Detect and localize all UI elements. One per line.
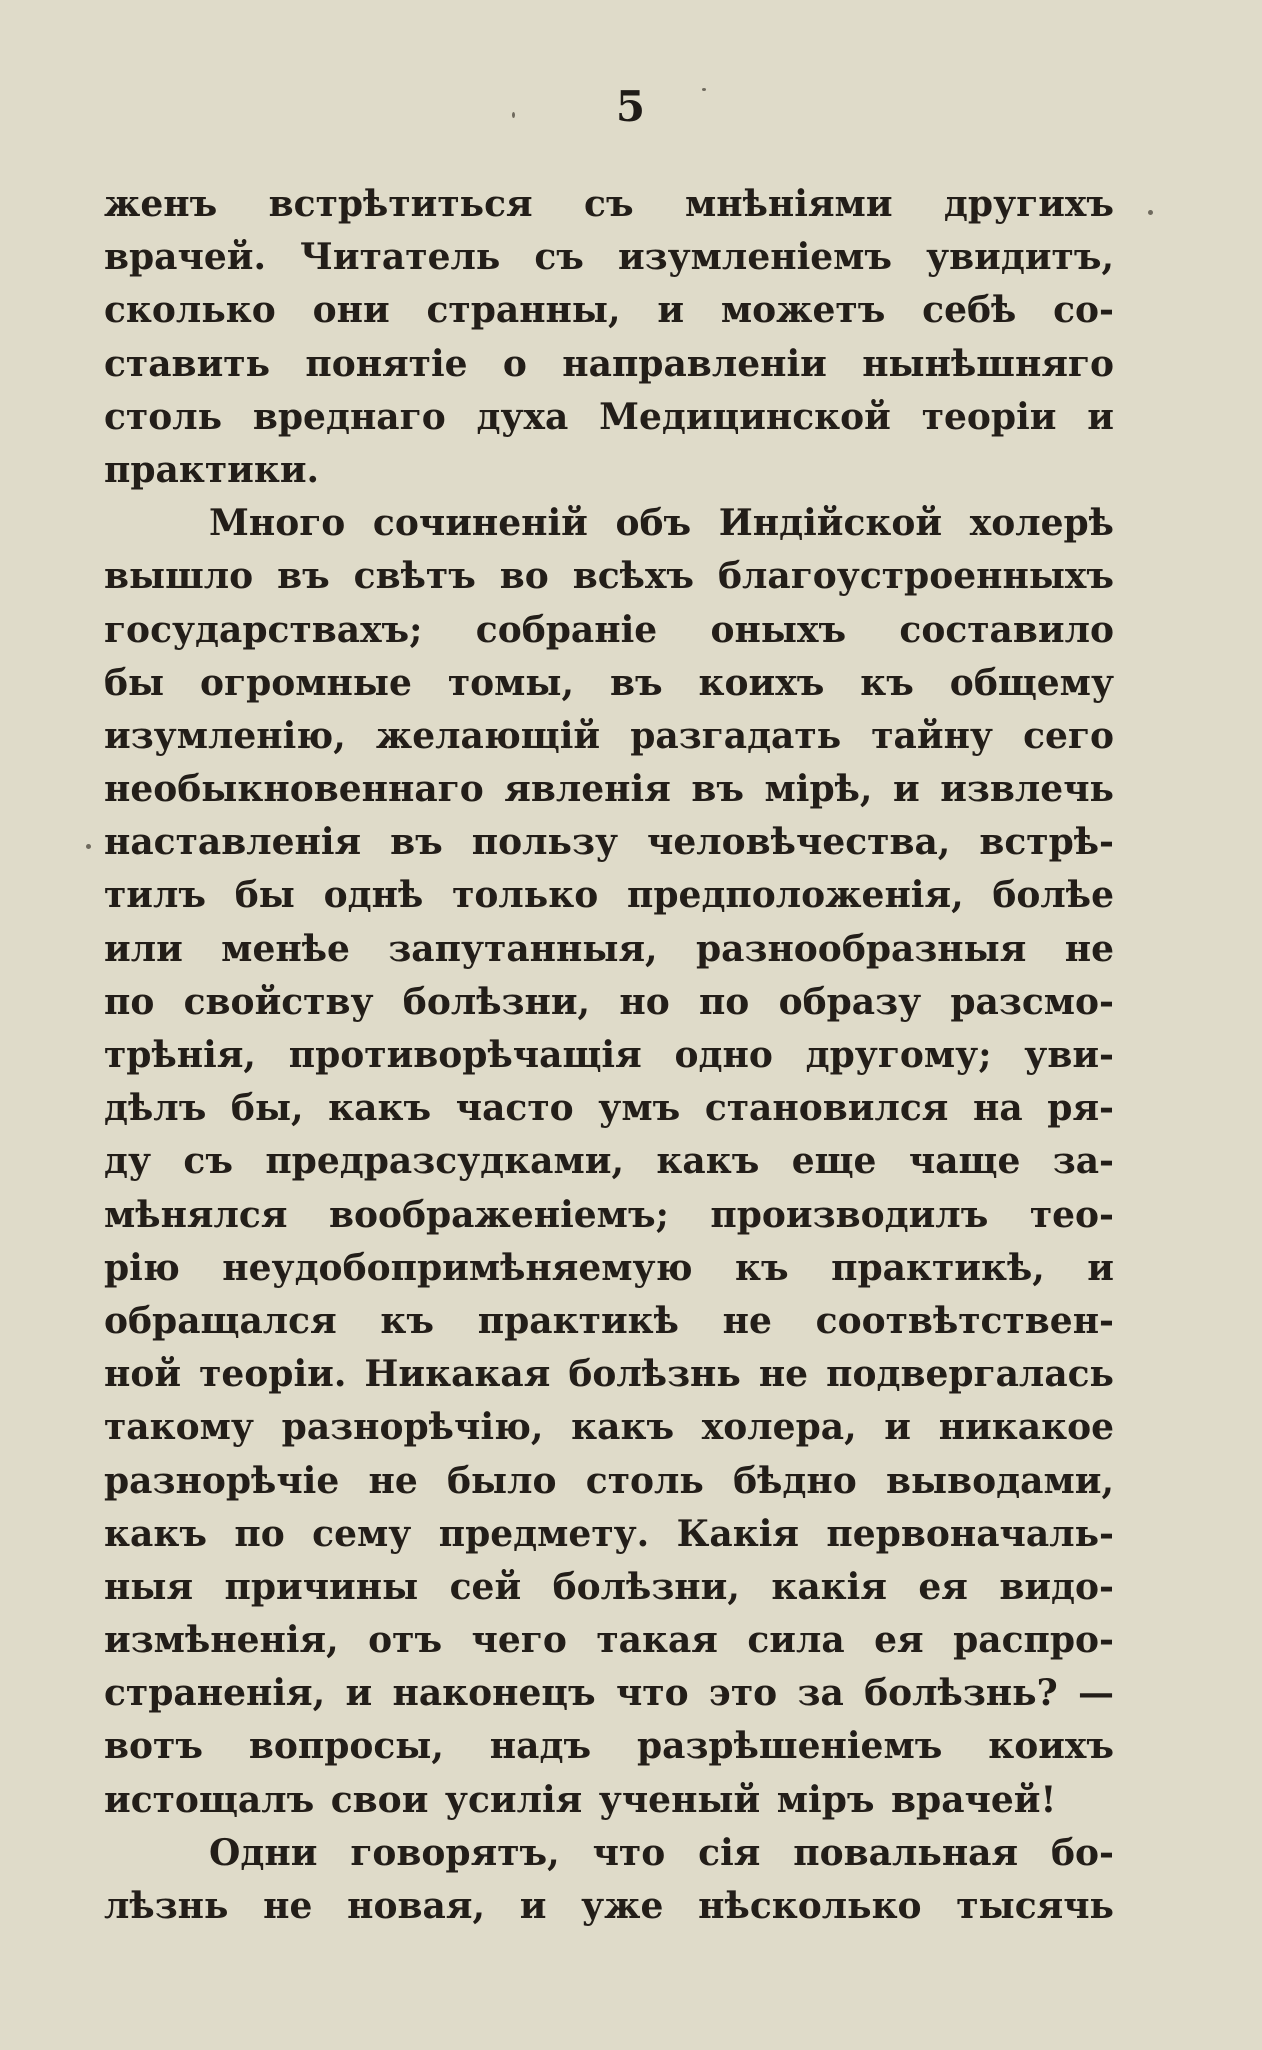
text-line: бы огромные томы, въ коихъ къ общему: [104, 661, 1114, 704]
text-line: Одни говорятъ, что сія повальная бо-: [209, 1831, 1114, 1874]
text-line: практики.: [104, 448, 320, 491]
text-line: ныя причины сей болѣзни, какія ея видо-: [104, 1565, 1114, 1608]
text-line: необыкновеннаго явленія въ мірѣ, и извлечь: [104, 768, 1114, 811]
text-line: женъ встрѣтиться съ мнѣніями другихъ: [104, 183, 1114, 225]
print-speck: [702, 88, 706, 91]
text-line: изумленію, желающій разгадать тайну сего: [104, 714, 1114, 757]
text-line: сколько они странны, и можетъ себѣ со-: [104, 289, 1114, 332]
print-speck: [86, 844, 91, 849]
text-line: по свойству болѣзни, но по образу разсмо-: [104, 980, 1114, 1023]
text-line: Много сочиненій объ Индійской холерѣ: [209, 502, 1114, 545]
text-line: обращался къ практикѣ не соотвѣтствен-: [104, 1299, 1114, 1342]
text-line: государствахъ; собраніе оныхъ составило: [104, 608, 1114, 651]
text-line: вотъ вопросы, надъ разрѣшеніемъ коихъ: [104, 1725, 1114, 1768]
page-number: 5: [615, 82, 647, 131]
text-line: тилъ бы однѣ только предположенія, болѣе: [104, 874, 1114, 917]
text-line: лѣзнь не новая, и уже нѣсколько тысячь: [104, 1885, 1114, 1927]
text-line: наставленія въ пользу человѣчества, встрѣ-: [104, 821, 1114, 864]
text-line: ду съ предразсудками, какъ еще чаще за-: [104, 1140, 1114, 1183]
text-line: дѣлъ бы, какъ часто умъ становился на ря-: [104, 1087, 1114, 1130]
text-line: рію неудобопримѣняемую къ практикѣ, и: [104, 1246, 1114, 1289]
print-speck: [1148, 210, 1153, 215]
text-line: истощалъ свои усилія ученый міръ врачей!: [104, 1778, 1057, 1821]
text-line: ставить понятіе о направленіи нынѣшняго: [104, 342, 1114, 385]
text-line: какъ по сему предмету. Какія первоначаль-: [104, 1512, 1114, 1555]
text-line: измѣненія, отъ чего такая сила ея распро-: [104, 1619, 1114, 1662]
body-text: [104, 178, 1114, 1933]
text-line: разнорѣчіе не было столь бѣдно выводами,: [104, 1459, 1114, 1502]
text-line: или менѣе запутанныя, разнообразныя не: [104, 927, 1114, 970]
text-line: мѣнялся воображеніемъ; производилъ теo-: [104, 1193, 1114, 1236]
print-speck: [512, 112, 515, 118]
text-line: вышло въ свѣтъ во всѣхъ благоустроенныхъ: [104, 555, 1114, 598]
text-line: врачей. Читатель съ изумленіемъ увидитъ,: [104, 236, 1114, 279]
text-line: ной теоріи. Никакая болѣзнь не подвергалась: [104, 1353, 1114, 1396]
text-line: трѣнія, противорѣчащія одно другому; уви-: [104, 1034, 1114, 1076]
text-line: столь вреднаго духа Медицинской теоріи и: [104, 395, 1114, 438]
text-line: такому разнорѣчію, какъ холера, и никакое: [104, 1406, 1114, 1449]
text-line: страненія, и наконецъ что это за болѣзнь? —: [104, 1672, 1114, 1715]
